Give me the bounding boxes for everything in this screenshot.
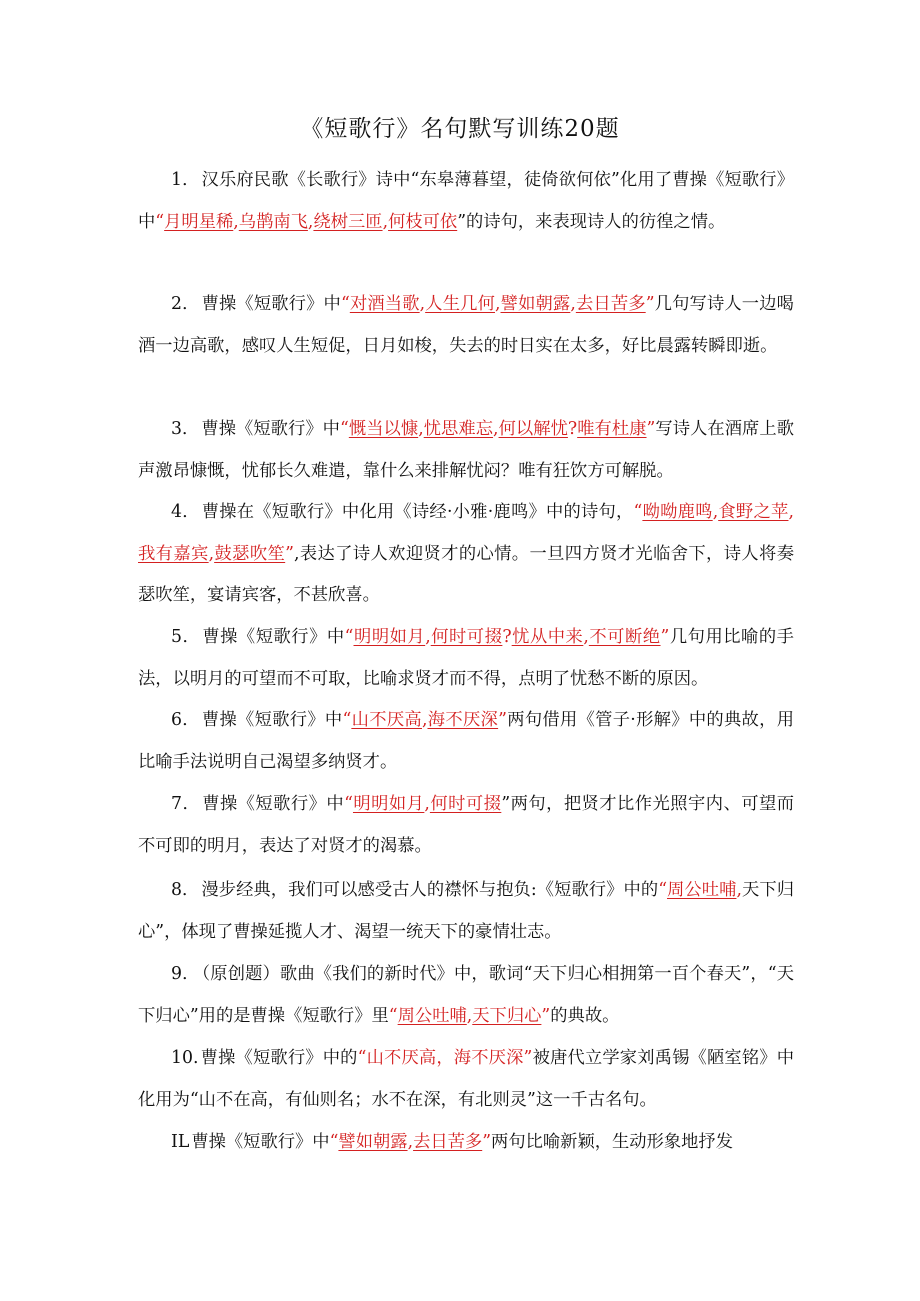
question-number: 8． <box>171 880 200 900</box>
answer-text: 周公吐哺 <box>667 880 737 900</box>
answer-mark: “ <box>344 627 354 647</box>
question-7 <box>138 784 794 867</box>
question-text: 的典故。 <box>550 1005 620 1026</box>
answer-mark: , <box>583 627 589 647</box>
question-text: 两句比喻新颖，生动形象地抒发 <box>491 1132 733 1152</box>
answer-mark: ” <box>645 294 655 314</box>
answer-mark: “ <box>658 880 668 900</box>
question-9 <box>138 954 794 1037</box>
question-text: 漫步经典，我们可以感受古人的襟怀与抱负:《短歌行》中的 <box>201 880 659 900</box>
answer-text: 食野之苹 <box>718 502 789 522</box>
question-1 <box>138 160 794 243</box>
answer-mark: ? <box>502 627 512 647</box>
answer-text: 周公吐哺 <box>397 1005 467 1026</box>
answer-text: 呦呦鹿鸣 <box>642 502 713 522</box>
answer-mark: “ <box>340 294 350 314</box>
answer-text: 忧从中来 <box>511 627 584 647</box>
answer-mark: ? <box>567 419 578 439</box>
answer-mark: , <box>570 294 576 314</box>
question-text: ”的诗句，来表现诗人的彷徨之情。 <box>457 211 726 232</box>
question-text: 曹操《短歌行》中 <box>191 1132 330 1152</box>
answer-text: 海不厌深 <box>427 710 499 730</box>
question-number: 3． <box>171 419 200 439</box>
question-number: 1． <box>171 170 200 190</box>
question-text: ”两句，把贤才比作光照宇内、可望而不可即的明月，表达了对贤才的渴慕。 <box>138 794 794 856</box>
question-text: 几句写诗人一边喝酒一边高歌，感叹人生短促，日月如梭，失去的时日实在太多，好比晨露转瞬即逝。 <box>138 294 794 356</box>
answer-text: 对酒当歌 <box>349 294 420 314</box>
answer-text: 山不厌高 <box>351 710 422 730</box>
question-number: 9． <box>171 964 200 984</box>
answer-text: 明明如月 <box>353 627 426 647</box>
answer-text: 譬如朝露 <box>338 1132 408 1152</box>
answer-mark: , <box>382 211 389 232</box>
answer-mark: , <box>418 419 424 439</box>
question-number: 7． <box>171 794 201 814</box>
answer-text: 去日苦多 <box>575 294 646 314</box>
question-text: ,表达了诗人欢迎贤才的心情。一旦四方贤才光临舍下，诗人将奏瑟吹笙，宴请宾客，不甚欣喜。 <box>138 543 794 605</box>
answer-mark: “ <box>388 1005 398 1026</box>
question-5 <box>138 617 794 700</box>
question-text: 曹操《短歌行》中 <box>201 419 340 439</box>
answer-mark: “ <box>155 211 165 232</box>
question-number: IL <box>171 1132 190 1152</box>
answer-mark: , <box>736 880 742 900</box>
answer-mark: , <box>407 1132 414 1152</box>
answer-mark: “ <box>329 1132 339 1152</box>
question-text: 曹操《短歌行》中 <box>201 294 341 314</box>
answer-mark: ” <box>541 1005 551 1026</box>
answer-text: 何时可掇 <box>429 794 502 814</box>
answer-text: 何时可掇 <box>430 627 503 647</box>
answer-mark: ” <box>498 710 507 730</box>
answer-mark: , <box>424 794 430 814</box>
answer-text: 何枝可依 <box>388 211 458 232</box>
answer-text: 何以解忧 <box>498 419 568 439</box>
answer-mark: “ <box>342 710 352 730</box>
answer-mark: “ <box>339 419 349 439</box>
answer-mark: “山不厌高，海不厌深” <box>357 1048 533 1068</box>
answer-text: 天下归心 <box>472 1005 542 1026</box>
answer-mark: “ <box>344 794 353 814</box>
answer-text: 譬如朝露 <box>500 294 571 314</box>
answer-mark: , <box>233 211 239 232</box>
answer-text: 月明星稀 <box>164 211 234 232</box>
question-text: 曹操《短歌行》中的 <box>200 1048 358 1068</box>
question-text: 曹操在《短歌行》中化用《诗经·小雅·鹿鸣》中的诗句， <box>201 502 634 522</box>
question-text: （原创题）歌曲《我们的新时代》中，歌词“天下归心相拥第一百个春天”，“天下归心”用的是曹操《短歌行》里 <box>138 964 794 1026</box>
answer-text: 明明如月 <box>352 794 425 814</box>
answer-mark: , <box>788 502 794 522</box>
answer-text: 唯有杜康 <box>577 419 647 439</box>
question-text: 曹操《短歌行》中 <box>202 794 345 814</box>
answer-mark: , <box>466 1005 473 1026</box>
question-text: 汉乐府民歌《长歌行》诗中“东皋薄暮望，徒倚欲何依”化用了曹操《短歌行》中 <box>138 170 794 232</box>
question-6 <box>138 700 794 783</box>
answer-text: 我有嘉宾 <box>138 543 209 564</box>
answer-mark: , <box>208 543 215 564</box>
answer-text: 不可断绝 <box>588 627 661 647</box>
answer-mark: ” <box>285 543 295 564</box>
answer-mark: ” <box>482 1132 492 1152</box>
answer-mark: , <box>421 710 428 730</box>
question-text: 曹操《短歌行》中 <box>202 627 345 647</box>
question-text: 两句借用《管子·形解》中的典故，用比喻手法说明自己渴望多纳贤才。 <box>138 710 794 772</box>
question-4 <box>138 492 794 617</box>
document-title: 《短歌行》名句默写训练20题 <box>300 116 620 142</box>
answer-mark: , <box>425 627 431 647</box>
question-number: 6． <box>171 710 200 730</box>
answer-text: 人生几何 <box>425 294 495 314</box>
answer-mark: , <box>495 294 501 314</box>
answer-text: 乌鹊南飞 <box>238 211 308 232</box>
answer-mark: “ <box>633 502 643 522</box>
question-number: 4． <box>171 502 200 522</box>
answer-text: 慨当以慷 <box>348 419 419 439</box>
answer-mark: , <box>712 502 719 522</box>
question-number: 5． <box>171 627 201 647</box>
question-text: 天下归心”，体现了曹操延揽人才、渴望一统天下的豪情壮志。 <box>138 880 794 942</box>
answer-mark: , <box>419 294 426 314</box>
answer-text: 绕树三匝 <box>313 211 383 232</box>
question-text: 写诗人在酒席上歌声激昂慷慨，忧郁长久难遣，靠什么来排解忧闷？唯有狂饮方可解脱。 <box>138 419 794 481</box>
answer-text: 忧思难忘 <box>423 419 494 439</box>
question-3 <box>138 409 794 492</box>
question-8 <box>138 870 794 953</box>
question-10 <box>138 1038 794 1121</box>
question-text: 几句用比喻的手法，以明月的可望而不可取，比喻求贤才而不得，点明了忧愁不断的原因。 <box>138 627 794 689</box>
question-2 <box>138 284 794 367</box>
question-11 <box>138 1122 794 1164</box>
answer-mark: , <box>493 419 499 439</box>
question-text: 被唐代立学家刘禹锡《陋室铭》中化用为“山不在高，有仙则名；水不在深，有北则灵”这一千古名句。 <box>138 1048 794 1110</box>
answer-mark: , <box>307 211 314 232</box>
answer-mark: ” <box>660 627 670 647</box>
answer-text: 鼓瑟吹笙 <box>214 543 286 564</box>
answer-text: 去日苦多 <box>413 1132 483 1152</box>
question-number: 10. <box>171 1048 199 1068</box>
answer-mark: ” <box>646 419 656 439</box>
question-number: 2． <box>171 294 200 314</box>
question-text: 曹操《短歌行》中 <box>201 710 343 730</box>
